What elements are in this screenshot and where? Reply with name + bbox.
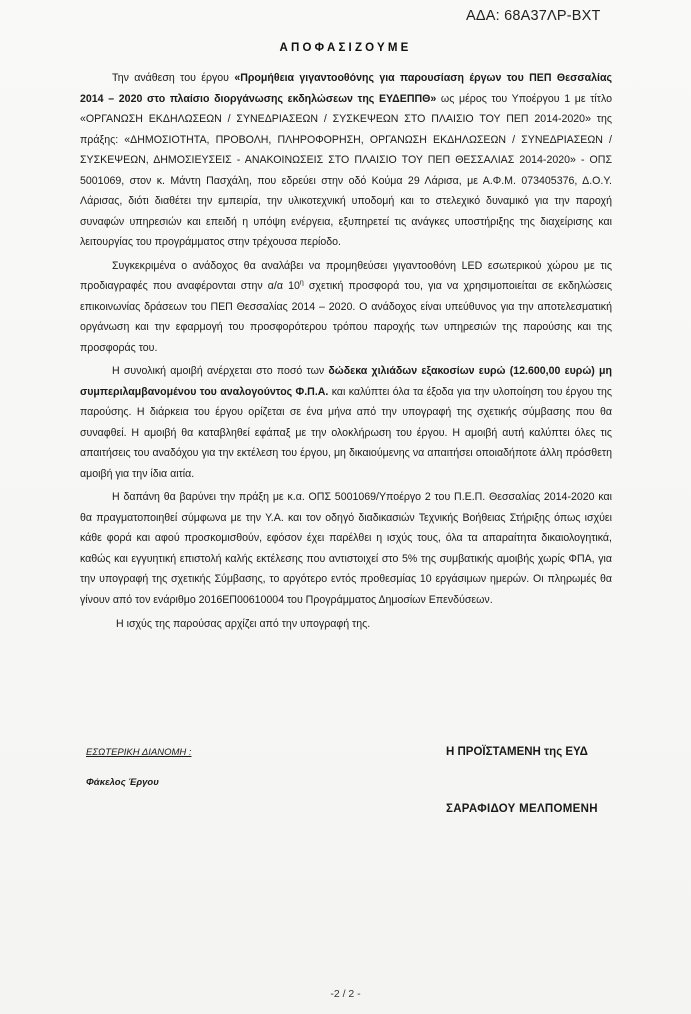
decision-heading: ΑΠΟΦΑΣΙΖΟΥΜΕ	[279, 42, 412, 54]
page-number: -2 / 2 -	[330, 988, 361, 1000]
paragraph-validity: Η ισχύς της παρούσας αρχίζει από την υπογραφή της.	[116, 618, 371, 630]
paragraph-scope: Συγκεκριμένα ο ανάδοχος θα αναλάβει να προμηθεύσει γιγαντοοθόνη LED εσωτερικού χώρου με τις προδιαγραφές που αναφέρονται στην α/α $10^\eta$ σχετική προσφορά του, για να χρησιμοποιείται σε εκδηλώσεις επικοινωνίας δράσεων του ΠΕΠ Θεσσαλίας 2014 – 2020. Ο ανάδοχος είναι υπεύθυνος για την αποτελεσματική οργάνωση και την εφαρμογή του προσφορότερου τρόπου παροχής των υπηρεσιών της παρούσης και της προσφοράς του.	[80, 259, 612, 354]
project-title: «Προμήθεια γιγαντοοθόνης για παρουσίαση έργων του ΠΕΠ Θεσσαλίας 2014 – 2020 στο πλαίσιο διοργάνωσης εκδηλώσεων της ΕΥΔΕΠΠΘ»	[80, 72, 612, 105]
signatory-title: Η ΠΡΟΪΣΤΑΜΕΝΗ της ΕΥΔ	[446, 746, 588, 758]
payment-amount: δώδεκα χιλιάδων εξακοσίων ευρώ (12.600,00 ευρώ) μη συμπεριλαμβανομένου του αναλογούντος Φ.Π.Α.	[80, 365, 612, 398]
paragraph-assignment: Την ανάθεση του έργου «Προμήθεια γιγαντοοθόνης για παρουσίαση έργων του ΠΕΠ Θεσσαλίας 2014 – 2020 στο πλαίσιο διοργάνωσης εκδηλώσεων της ΕΥΔΕΠΠΘ» ως μέρος του Υποέργου 1 με τίτλο «ΟΡΓΑΝΩΣΗ ΕΚΔΗΛΩΣΕΩΝ / ΣΥΝΕΔΡΙΑΣΕΩΝ / ΣΥΣΚΕΨΕΩΝ ΣΤΟ ΠΛΑΙΣΙΟ ΤΟΥ ΠΕΠ 2014-2020» της πράξης: «ΔΗΜΟΣΙΟΤΗΤΑ, ΠΡΟΒΟΛΗ, ΠΛΗΡΟΦΟΡΗΣΗ, ΟΡΓΑΝΩΣΗ ΕΚΔΗΛΩΣΕΩΝ / ΣΥΝΕΔΡΙΑΣΕΩΝ /ΣΥΣΚΕΨΕΩΝ, ΔΗΜΟΣΙΕΥΣΕΙΣ - ΑΝΑΚΟΙΝΩΣΕΙΣ ΣΤΟ ΠΛΑΙΣΙΟ ΤΟΥ ΠΕΠ ΘΕΣΣΑΛΙΑΣ 2014-2020» - ΟΠΣ 5001069, στον κ. Μάντη Πασχάλη, που εδρεύει στην οδό Κούμα 29 Λάρισα, με Α.Φ.Μ. 073405376, Δ.Ο.Υ. Λάρισας, διότι διαθέτει την εμπειρία, την υλικοτεχνική υποδομή και το στελεχικό δυναμικό για την παροχή συναφών υπηρεσιών και επειδή η υπόψη ενέργεια, εξυπηρετεί τις ανάγκες υποστήριξης της διαχείρισης και λειτουργίας του προγράμματος στην τρέχουσα περίοδο.	[80, 72, 612, 248]
paragraph-expense: Η δαπάνη θα βαρύνει την πράξη με κ.α. ΟΠΣ 5001069/Υποέργο 2 του Π.Ε.Π. Θεσσαλίας 2014-2020 και θα πραγματοποιηθεί σύμφωνα με την Υ.Α. και τον οδηγό διαδικασιών Τεχνικής Βοήθειας Στήριξης όπως ισχύει κάθε φορά και αφού προσκομισθούν, εφόσον έχει παρέλθει η ισχύς τους, όλα τα απαραίτητα δικαιολογητικά, καθώς και εγγυητική επιστολή καλής εκτέλεσης που αντιστοιχεί στο 5% της συμβατικής αμοιβής χωρίς ΦΠΑ, για την υπογραφή της σχετικής Σύμβασης, το αργότερο εντός προθεσμίας 10 εργάσιμων ημερών. Οι πληρωμές θα γίνουν από τον ενάριθμο 2016ΕΠ00610004 του Προγράμματος Δημοσίων Επενδύσεων.	[80, 491, 612, 606]
internal-distribution-label: ΕΣΩΤΕΡΙΚΗ ΔΙΑΝΟΜΗ :	[86, 747, 192, 758]
project-folder-label: Φάκελος Έργου	[86, 777, 159, 788]
document-body	[80, 68, 612, 635]
ada-code: ΑΔΑ: 68Α37ΛΡ-ΒΧΤ	[466, 8, 601, 24]
paragraph-payment: Η συνολική αμοιβή ανέρχεται στο ποσό των δώδεκα χιλιάδων εξακοσίων ευρώ (12.600,00 ευρώ) μη συμπεριλαμβανομένου του αναλογούντος Φ.Π.Α. και καλύπτει όλα τα έξοδα για την υλοποίηση του έργου της παρούσης. Η διάρκεια του έργου ορίζεται σε ένα μήνα από την υπογραφή της σχετικής σύμβασης που θα συναφθεί. Η αμοιβή θα καταβληθεί εφάπαξ με την ολοκλήρωση του έργου. Η αμοιβή αυτή καλύπτει όλες τις απαιτήσεις του αναδόχου για την εκτέλεση του έργου, μη δικαιούμενης να απαιτήσει οποιαδήποτε άλλη πρόσθετη αμοιβή για την ίδια αιτία.	[80, 365, 612, 480]
signatory-name: ΣΑΡΑΦΙΔΟΥ ΜΕΛΠΟΜΕΝΗ	[446, 803, 598, 815]
